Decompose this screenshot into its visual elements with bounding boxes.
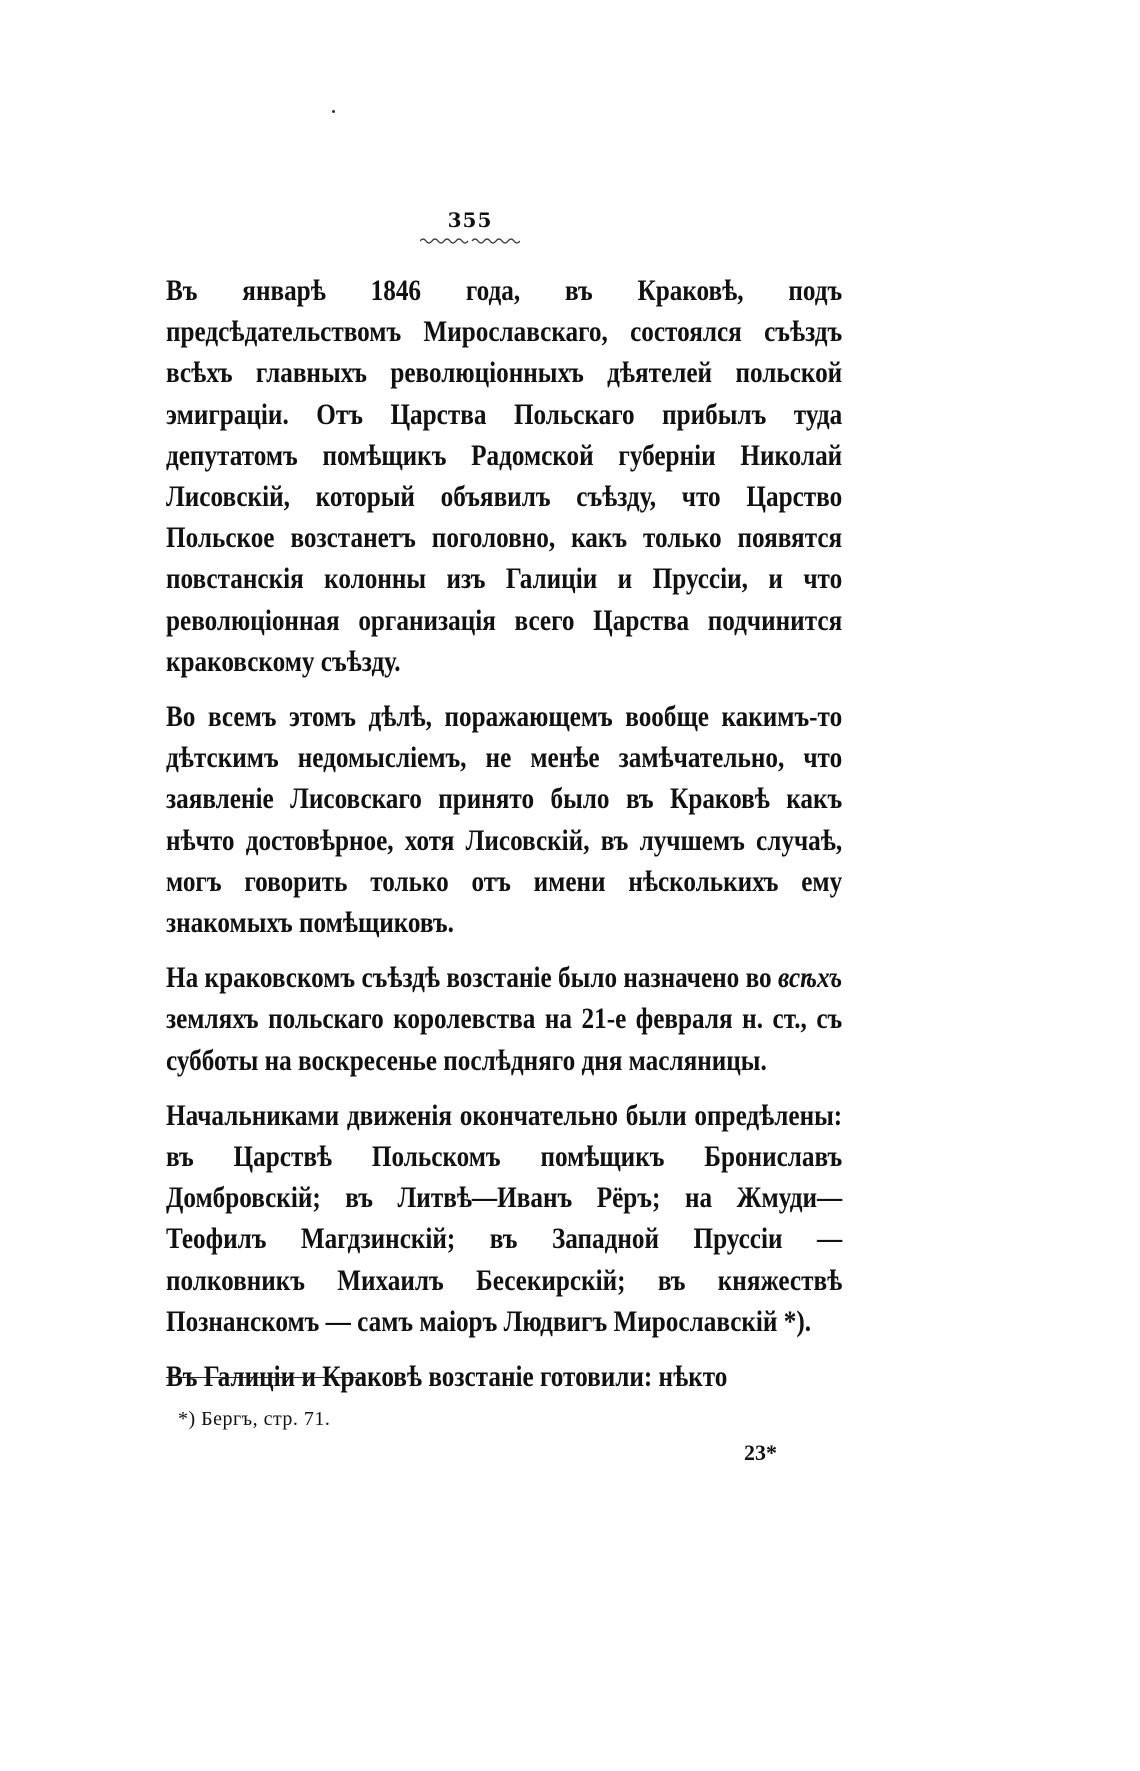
paragraph: [166, 957, 842, 1081]
page-number: 355: [447, 208, 493, 232]
footnote-rule: [166, 1377, 364, 1378]
paragraph: Во всемъ этомъ дѣлѣ, поражающемъ вообще какимъ-то дѣтскимъ недомысліемъ, не менѣе замѣчательно, что заявленіе Лисовскаго принято было въ Краковѣ какъ нѣчто достовѣрное, хотя Лисовскій, въ лучшемъ случаѣ, могъ говорить только отъ имени нѣсколькихъ ему знакомыхъ помѣщиковъ.: [166, 700, 843, 940]
body-text: [166, 270, 842, 1397]
wavy-rule-ornament: [420, 236, 520, 246]
paragraph-text: На краковскомъ съѣздѣ возстаніе было назначено во: [166, 961, 779, 995]
paragraph: Въ январѣ 1846 года, въ Краковѣ, подъ предсѣдательствомъ Мирославскаго, состоялся съѣздъ всѣхъ главныхъ революціонныхъ дѣятелей польской эмиграціи. Отъ Царства Польскаго прибылъ туда депутатомъ помѣщикъ Радомской губерніи Николай Лисовскій, который объявилъ съѣзду, что Царство Польское возстанетъ поголовно, какъ только появятся повстанскія колонны изъ Галиціи и Пруссіи, и что революціонная организація всего Царства подчинится краковскому съѣзду.: [166, 274, 843, 678]
footnote: *) Бергъ, стр. 71.: [178, 1408, 331, 1430]
scan-speck: [332, 110, 335, 113]
paragraph-text: земляхъ польскаго королевства на 21-е февраля н. ст., съ субботы на воскресенье послѣдняго дня масляницы.: [166, 1002, 843, 1077]
paragraph: Въ Галиціи и Краковѣ возстаніе готовили: нѣкто: [166, 1360, 728, 1394]
paragraph: Начальниками движенія окончательно были опредѣлены: въ Царствѣ Польскомъ помѣщикъ Брониславъ Домбровскій; въ Литвѣ—Иванъ Рёръ; на Жмуди—Теофилъ Магдзинскій; въ Западной Пруссіи — полковникъ Михаилъ Бесекирскій; въ княжествѣ Познанскомъ — самъ маіоръ Людвигъ Мирославскій *).: [166, 1098, 843, 1338]
signature-mark: 23*: [744, 1440, 777, 1465]
emphasized-word: всѣхъ: [778, 961, 843, 995]
